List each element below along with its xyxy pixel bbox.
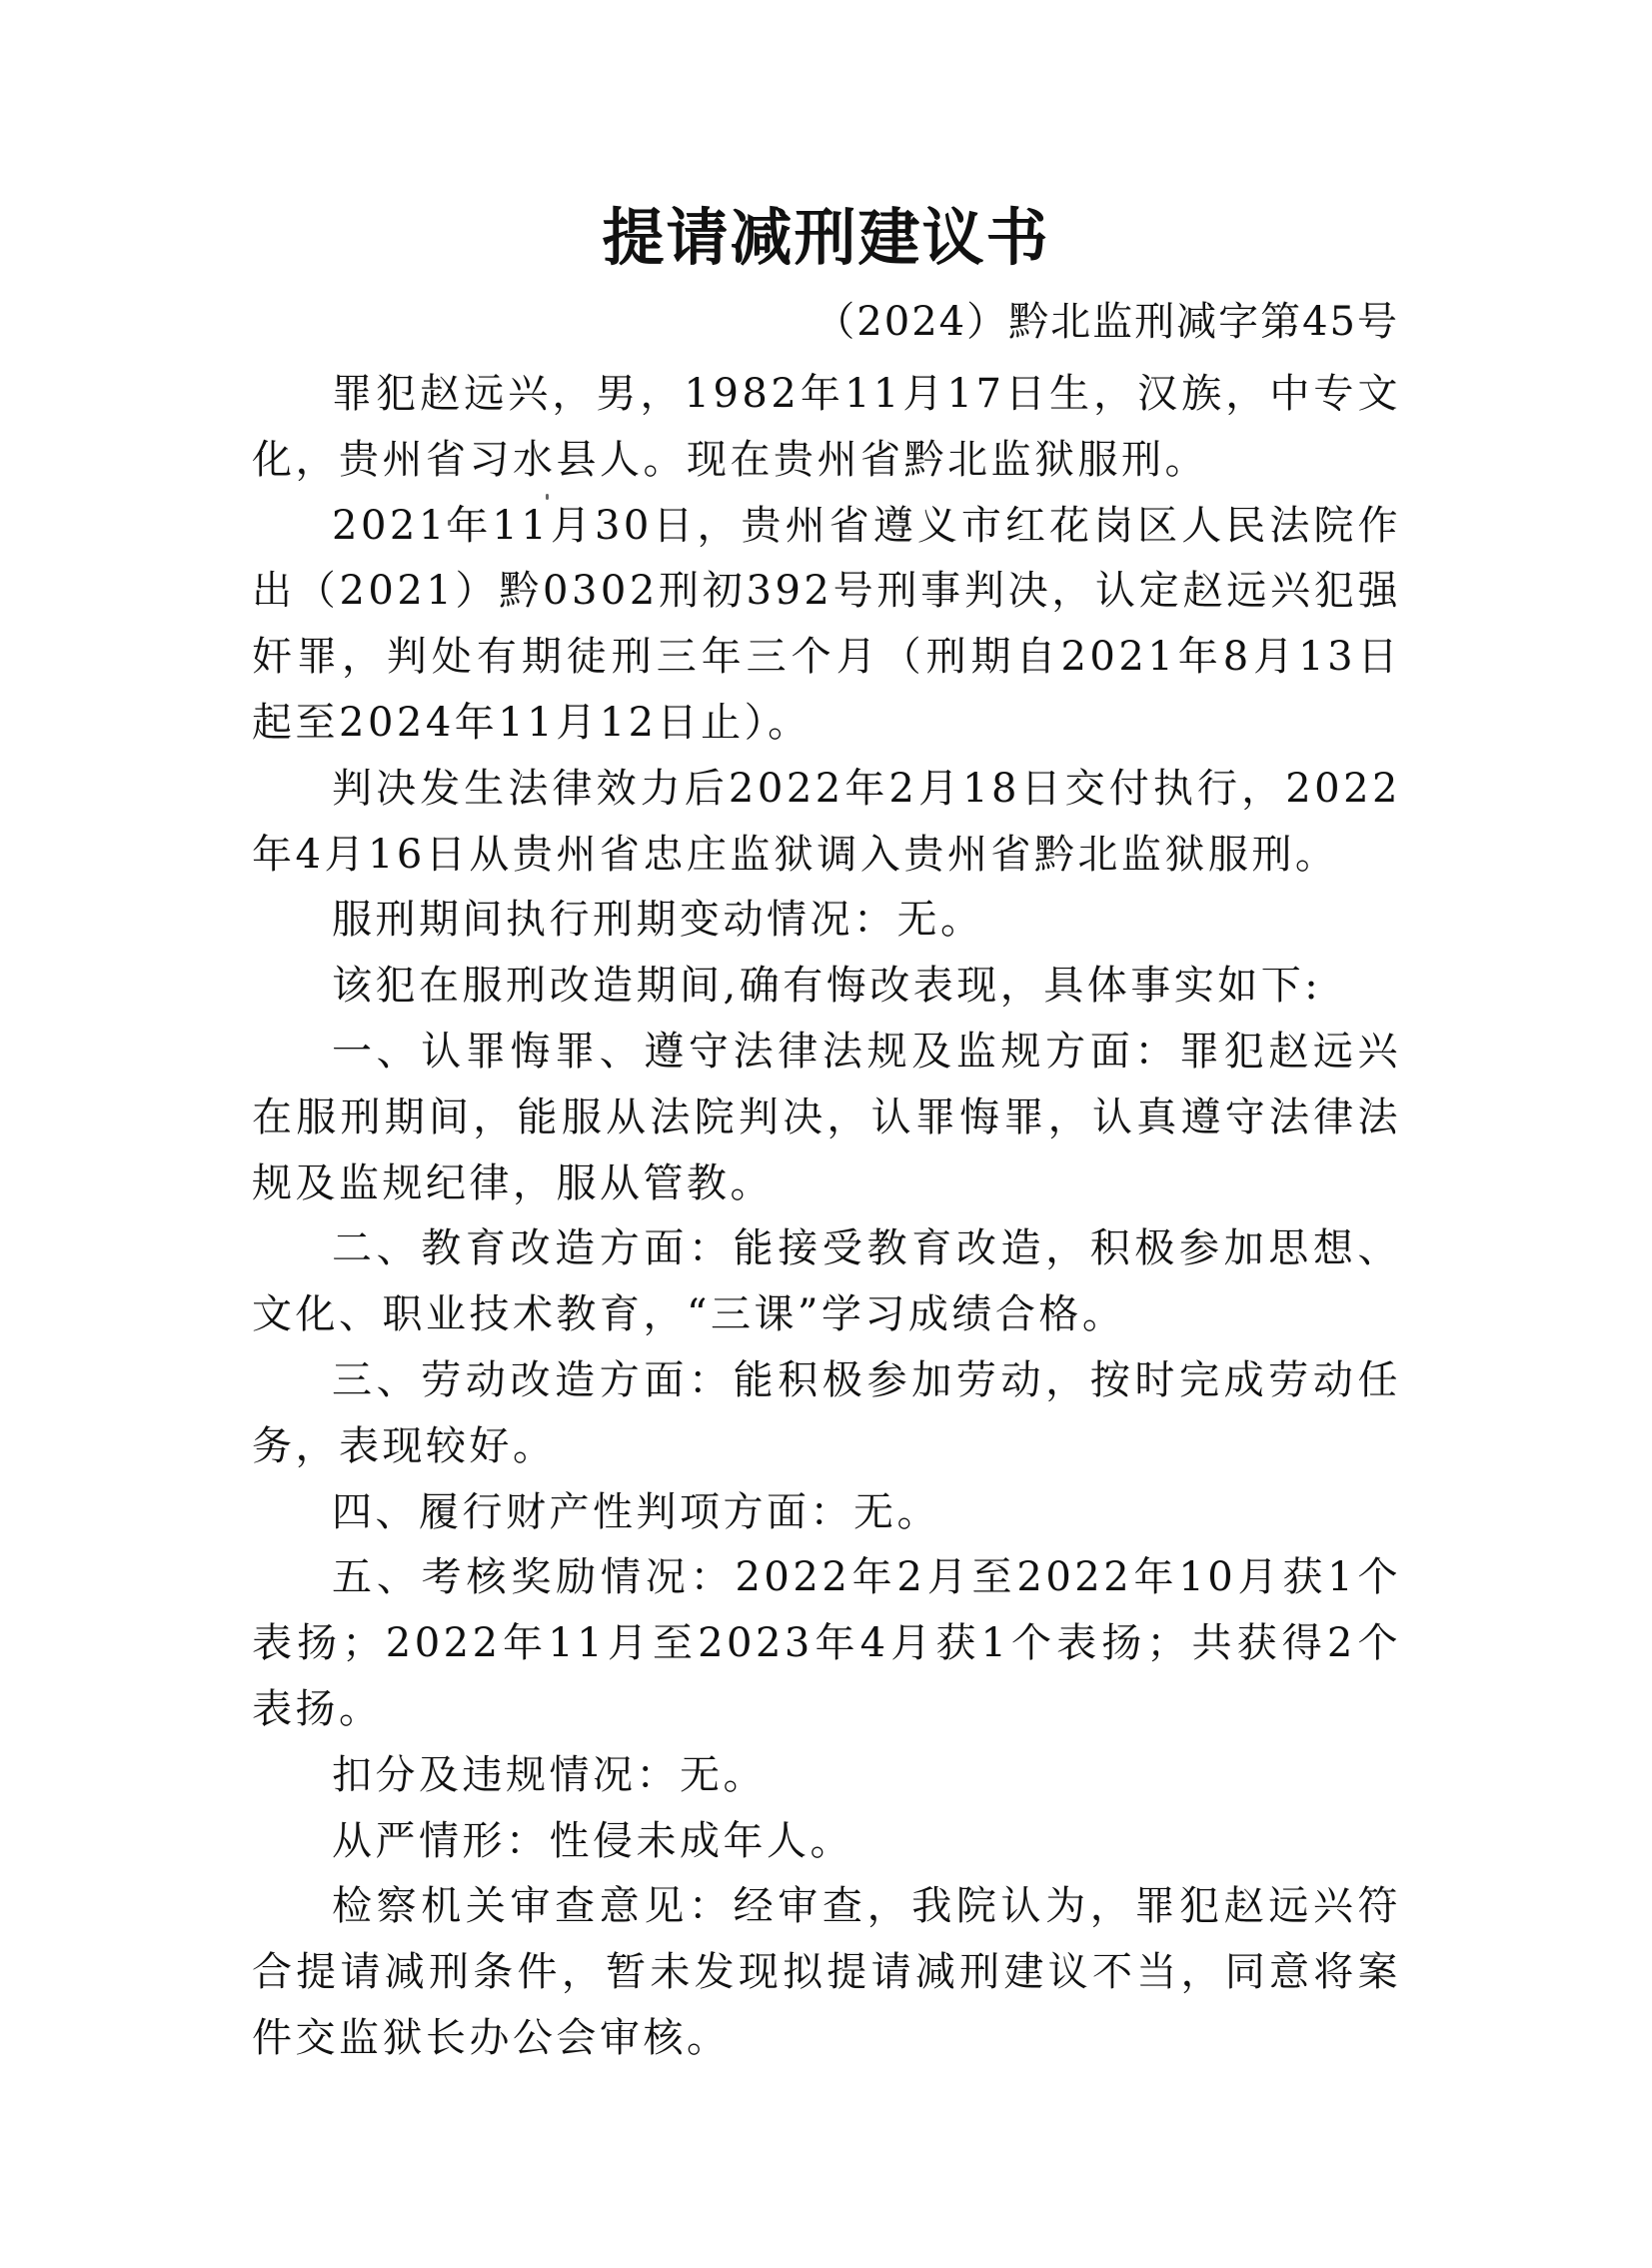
paragraph-procuratorate-opinion: 检察机关审查意见：经审查，我院认为，罪犯赵远兴符合提请减刑条件，暂未发现拟提请减刑建议不当，同意将案件交监狱长办公会审核。 [252, 1883, 1401, 2061]
paragraph-strict-circumstances: 从严情形：性侵未成年人。 [332, 1817, 853, 1864]
paragraph-item-1: 一、认罪悔罪、遵守法律法规及监规方面：罪犯赵远兴在服刑期间，能服从法院判决，认罪悔罪，认真遵守法律法规及监规纪律，服从管教。 [252, 1028, 1401, 1206]
paragraph-identity: 罪犯赵远兴，男，1982年11月17日生，汉族，中专文化，贵州省习水县人。现在贵州省黔北监狱服刑。 [252, 371, 1401, 483]
document-number: （2024）黔北监刑减字第45号 [815, 299, 1399, 345]
paragraph-deductions: 扣分及违规情况：无。 [332, 1751, 767, 1798]
paragraph-item-3: 三、劳动改造方面：能积极参加劳动，按时完成劳动任务，表现较好。 [252, 1356, 1401, 1469]
paragraph-item-5: 五、考核奖励情况：2022年2月至2022年10月获1个表扬；2022年11月至2023年4月获1个表扬；共获得2个表扬。 [252, 1554, 1401, 1732]
paragraph-item-4: 四、履行财产性判项方面：无。 [332, 1488, 940, 1535]
document-title: 提请减刑建议书 [602, 201, 1050, 274]
document-body [252, 362, 1401, 2072]
paragraph-sentence-changes: 服刑期间执行刑期变动情况：无。 [332, 897, 984, 944]
paragraph-judgment: 2021年11月30日，贵州省遵义市红花岗区人民法院作出（2021）黔0302刑初392号刑事判决，认定赵远兴犯强奸罪，判处有期徒刑三年三个月（刑期自2021年8月13日起至2024年11月12日止）。 [252, 502, 1401, 746]
paragraph-repentance-intro: 该犯在服刑改造期间,确有悔改表现，具体事实如下: [332, 963, 1322, 1010]
paragraph-execution: 判决发生法律效力后2022年2月18日交付执行，2022年4月16日从贵州省忠庄监狱调入贵州省黔北监狱服刑。 [252, 765, 1401, 878]
paragraph-item-2: 二、教育改造方面：能接受教育改造，积极参加思想、文化、职业技术教育，“三课”学习成绩合格。 [252, 1225, 1401, 1338]
